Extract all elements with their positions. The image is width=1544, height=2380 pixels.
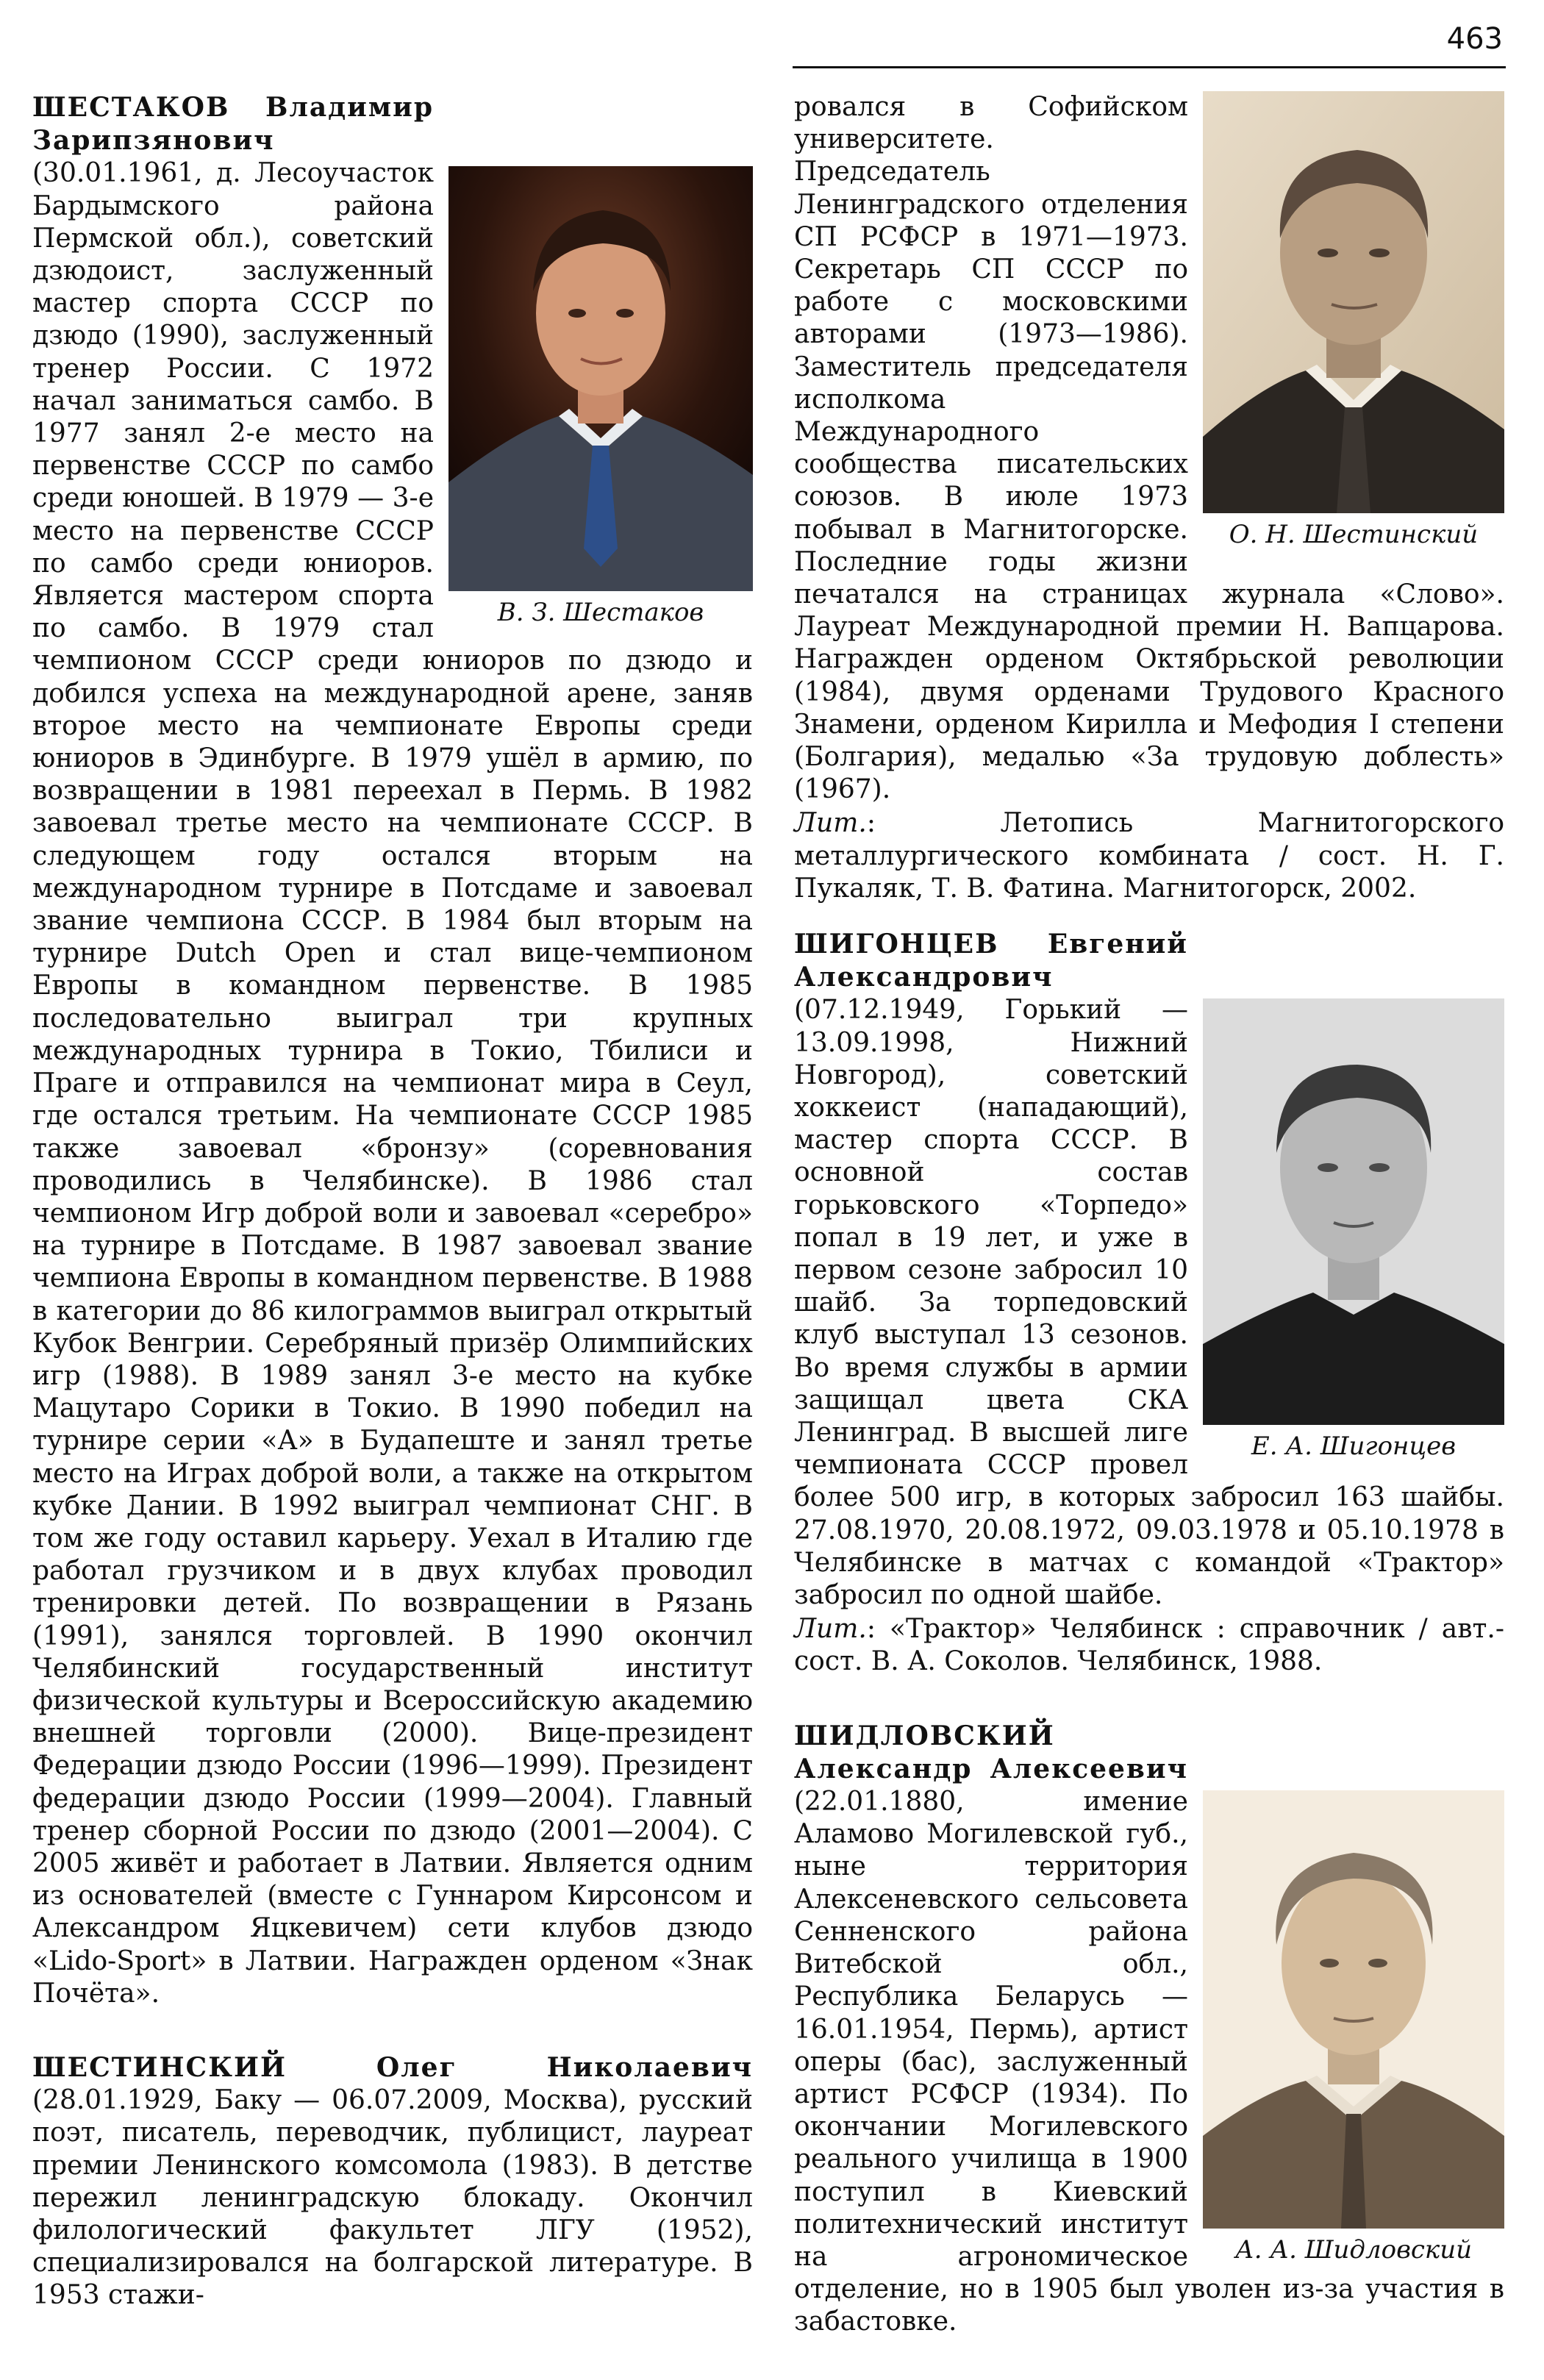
portrait-photo-shigontsev <box>1203 998 1504 1425</box>
left-column <box>32 91 753 2354</box>
photo-figure-shigontsev <box>1203 998 1504 1462</box>
portrait-drawing-shidlovsky <box>1203 1790 1504 2229</box>
article-shidlovsky <box>794 1720 1504 2339</box>
article-body-shestinsky-part2: ровался в Софийском университете. Председатель Ленинградского отделения СП РСФСР в 1971—1973. Секретарь СП СССР по работе с московскими авторами (1973—1986). Заместитель председателя исполкома Международного сообщества писательских союзов. В июле 1973 побывал в Магнитогорске. Последние годы жизни печатался на страницах журнала «Слово». Лауреат Международной премии Н. Вапцарова. Награжден орденом Октябрьской революции (1984), двумя орденами Трудового Красного Знамени, орденом Кирилла и Мефодия I степени (Болгария), медалью «За трудовую доблесть» (1967). <box>794 92 1504 805</box>
lit-label-shestinsky: Лит. <box>794 808 867 839</box>
photo-figure-shidlovsky <box>1203 1790 1504 2265</box>
article-shigontsev <box>794 928 1504 1679</box>
photo-caption-shidlovsky: А. А. Шидловский <box>1234 2234 1473 2265</box>
lit-label-shigontsev: Лит. <box>794 1614 867 1645</box>
header-rule <box>793 66 1506 68</box>
photo-figure-shestinsky <box>1203 91 1504 550</box>
portrait-photo-shestakov <box>448 166 753 591</box>
article-shestinsky <box>32 2051 753 2312</box>
photo-figure-shestakov <box>448 166 753 628</box>
article-body-shidlovsky: (22.01.1880, имение Аламово Могилевской губ., ныне территория Алексеневского сельсовета Сенненского района Витебской обл., Республика Беларусь — 16.01.1954, Пермь), артист оперы (бас), заслуженный артист РСФСР (1934). По окончании Могилевского реального училища в 1900 поступил в Киевский политехнический институт на агрономическое отделение, но в 1905 был уволен из-за участия в забастовке. <box>794 1787 1504 2337</box>
photo-caption-shestakov: В. З. Шестаков <box>497 598 704 627</box>
photo-caption-shestinsky: О. Н. Шестинский <box>1229 520 1479 549</box>
page-number: 463 <box>1446 22 1503 56</box>
headword-shestakov: ШЕСТАКОВ Владимир Зарипзянович <box>32 92 434 157</box>
headword-shestinsky: ШЕСТИНСКИЙ Олег Николаевич <box>32 2051 753 2083</box>
headword-shigontsev: ШИГОНЦЕВ Евгений Александрович <box>794 929 1188 993</box>
headword-shidlovsky: ШИДЛОВСКИЙ Александр Алексеевич <box>794 1720 1188 1784</box>
article-body-shestinsky-part1: (28.01.1929, Баку — 06.07.2009, Москва), русский поэт, писатель, переводчик, публицист, лауреат премии Ленинского комсомола (1983). В детстве пережил ленинградскую блокаду. Окончил филологический факультет ЛГУ (1952), специализировался на болгарской литературе. В 1953 стажи- <box>32 2085 753 2311</box>
article-shestinsky-continued <box>794 91 1504 905</box>
lit-text-shestinsky: : Летопись Магнитогорского металлургического комбината / сост. Н. Г. Пукаляк, Т. В. Фатина. Магнитогорск, 2002. <box>794 808 1504 904</box>
photo-caption-shigontsev: Е. А. Шигонцев <box>1251 1432 1457 1461</box>
portrait-photo-shestinsky <box>1203 91 1504 513</box>
right-column-bottom <box>794 928 1504 2380</box>
article-shestakov <box>32 91 753 2010</box>
right-column-top <box>794 91 1504 946</box>
article-body-shigontsev: (07.12.1949, Горький — 13.09.1998, Нижний Новгород), советский хоккеист (нападающий), мастер спорта СССР. В основной состав горьковского «Торпедо» попал в 19 лет, и уже в первом сезоне забросил 10 шайб. За торпедовский клуб выступал 13 сезонов. Во время службы в армии защищал цвета СКА Ленинград. В высшей лиге чемпионата СССР провел более 500 игр, в которых забросил 163 шайбы. 27.08.1970, 20.08.1972, 09.03.1978 и 05.10.1978 в Челябинске в матчах с командой «Трактор» забросил по одной шайбе. <box>794 995 1504 1611</box>
article-body-shestakov: (30.01.1961, д. Лесоучасток Бардымского района Пермской обл.), советский дзюдоист, заслуженный мастер спорта СССР по дзюдо (1990), заслуженный тренер России. С 1972 начал заниматься самбо. В 1977 занял 2-е место на первенстве СССР по самбо среди юношей. В 1979 — 3-е место на первенстве СССР по самбо среди юниоров. Является мастером спорта по самбо. В 1979 стал чемпионом СССР среди юниоров по дзюдо и добился успеха на международной арене, заняв второе место на чемпионате Европы среди юниоров в Эдинбурге. В 1979 ушёл в армию, по возвращении в 1981 переехал в Пермь. В 1982 завоевал третье место на чемпионате СССР. В следующем году остался вторым на международном турнире в Потсдаме и завоевал звание чемпиона СССР. В 1984 был вторым на турнире Dutch Open и стал вице-чемпионом Европы в командном первенстве. В 1985 последовательно выиграл три крупных международных турнира в Токио, Тбилиси и Праге и отправился на чемпионат мира в Сеул, где остался третьим. На чемпионате СССР 1985 также завоевал «бронзу» (соревнования проводились в Челябинске). В 1986 стал чемпионом Игр доброй воли и завоевал «серебро» на турнире в Потсдаме. В 1987 завоевал звание чемпиона Европы в командном первенстве. В 1988 в категории до 86 килограммов выиграл открытый Кубок Венгрии. Серебряный призёр Олимпийских игр (1988). В 1989 занял 3-е место на кубке Мацутаро Сорики в Токио. В 1990 победил на турнире серии «А» в Будапеште и занял третье место на Играх доброй воли, а также на открытом кубке Дании. В 1992 выиграл чемпионат СНГ. В том же году оставил карьеру. Уехал в Италию где работал грузчиком и в двух клубах проводил тренировки детей. По возвращении в Рязань (1991), занялся торговлей. В 1990 окончил Челябинский государственный институт физической культуры и Всероссийскую академию внешней торговли (2000). Вице-президент Федерации дзюдо России (1996—1999). Президент федерации дзюдо России (1999—2004). Главный тренер сборной России по дзюдо (2001—2004). С 2005 живёт и работает в Латвии. Является одним из основателей (вместе с Гуннаром Кирсонсом и Александром Яцкевичем) сети клубов дзюдо «Lido-Sport» в Латвии. Награжден орденом «Знак Почёта». <box>32 158 753 2009</box>
lit-text-shigontsev: : «Трактор» Челябинск : справочник / авт.-сост. В. А. Соколов. Челябинск, 1988. <box>794 1614 1504 1677</box>
